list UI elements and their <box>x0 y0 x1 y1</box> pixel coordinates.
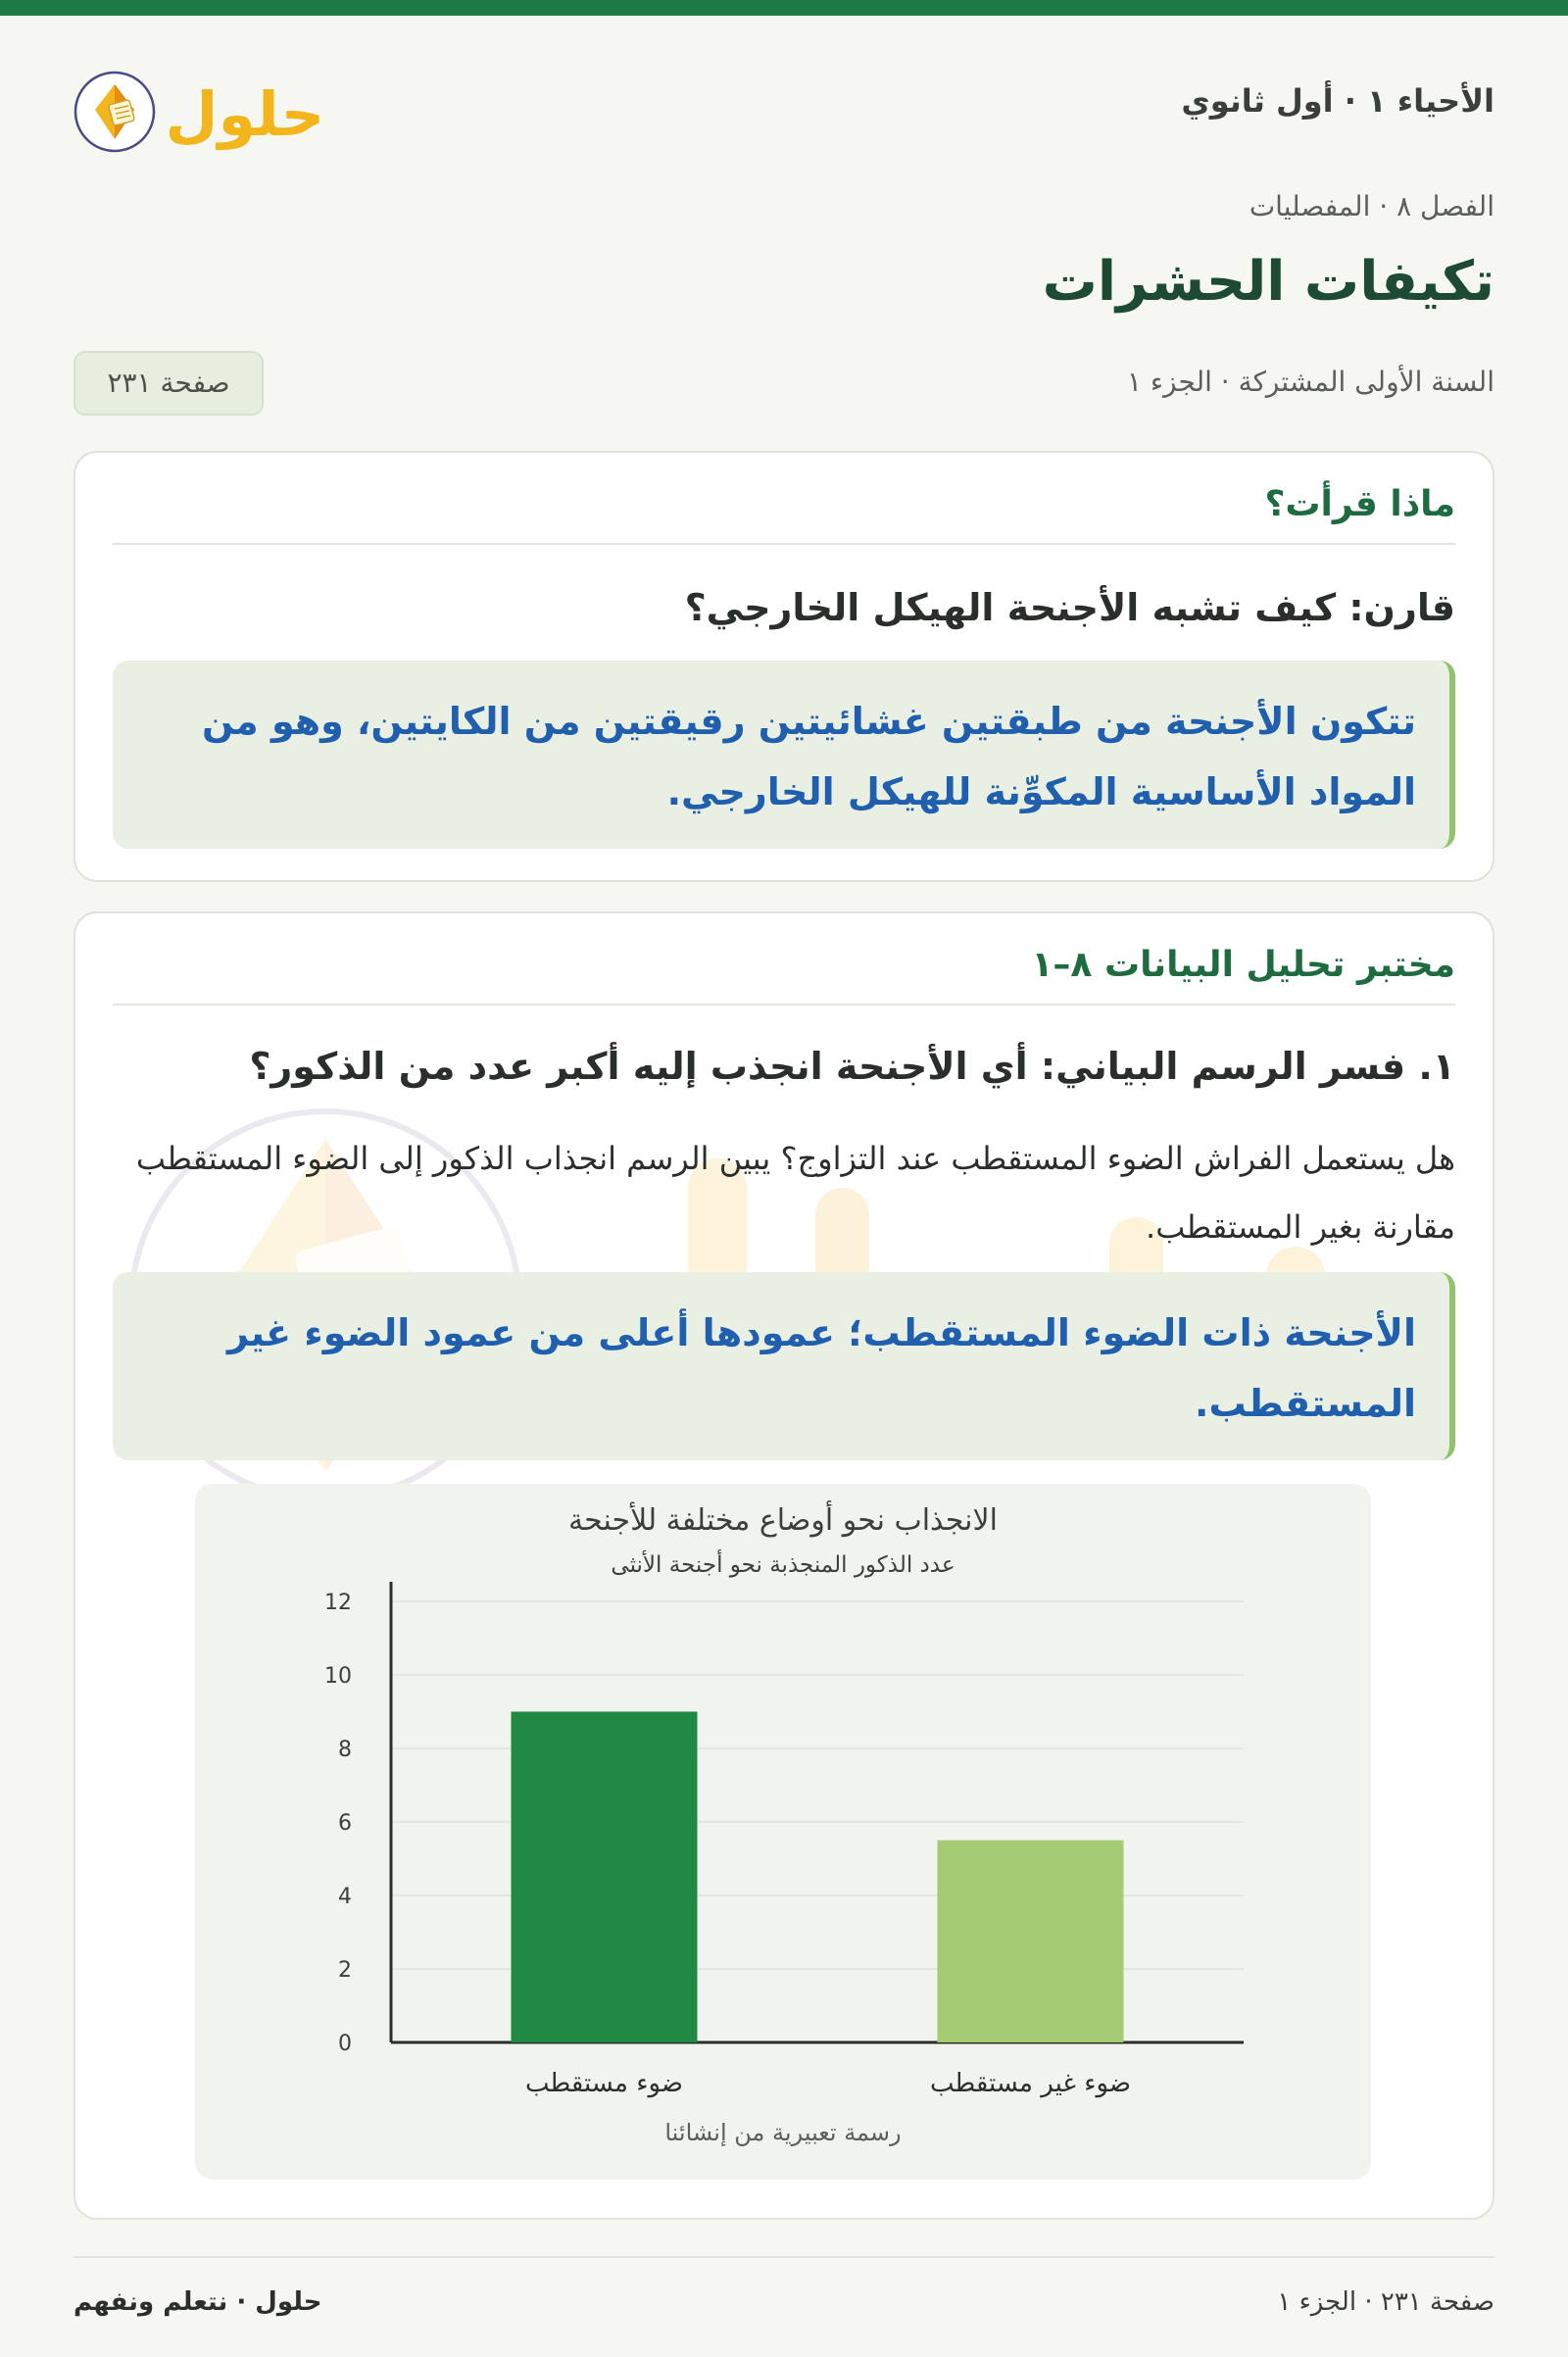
y-tick-label: 6 <box>338 1811 352 1836</box>
question-text: قارن: كيف تشبه الأجنحة الهيكل الخارجي؟ <box>684 586 1455 629</box>
y-tick-label: 12 <box>324 1591 352 1615</box>
subject-label: الأحياء ١ · أول ثانوي <box>1181 82 1494 120</box>
y-tick-label: 10 <box>324 1664 352 1689</box>
question-text: ١. فسر الرسم البياني: أي الأجنحة انجذب إليه أكبر عدد من الذكور؟ <box>249 1045 1455 1088</box>
chapter-label: الفصل ٨ · المفصليات <box>1249 190 1494 222</box>
footer-page: صفحة ٢٣١ · الجزء ١ <box>1277 2287 1494 2317</box>
hulul-logo <box>74 55 328 157</box>
page-title: تكيفات الحشرات <box>1042 250 1494 314</box>
y-tick-label: 4 <box>338 1885 352 1909</box>
y-tick-label: 0 <box>338 2032 352 2056</box>
page-badge: صفحة ٢٣١ <box>74 351 264 416</box>
chart-y-label: عدد الذكور المنجذبة نحو أجنحة الأنثى <box>611 1552 956 1578</box>
description-text: هل يستعمل الفراش الضوء المستقطب عند التزاوج؟ يبين الرسم انجذاب الذكور إلى الضوء المستقطب مقارنة بغير المستقطب. <box>135 1140 1455 1246</box>
bar <box>512 1712 698 2043</box>
chart-title: الانجذاب نحو أوضاع مختلفة للأجنحة <box>568 1503 998 1538</box>
top-accent-bar <box>0 0 1568 16</box>
bar-chart <box>195 1484 1371 2180</box>
x-tick-label: ضوء مستقطب <box>525 2069 683 2098</box>
card-heading: ماذا قرأت؟ <box>113 484 1455 545</box>
x-tick-label: ضوء غير مستقطب <box>929 2069 1132 2098</box>
chart-plot <box>195 1484 1371 2180</box>
page-header <box>74 55 1494 157</box>
bar <box>938 1841 1124 2042</box>
y-tick-label: 2 <box>338 1958 352 1983</box>
course-meta: السنة الأولى المشتركة · الجزء ١ <box>1126 366 1494 398</box>
answer-box: تتكون الأجنحة من طبقتين غشائيتين رقيقتين من الكايتين، وهو من المواد الأساسية المكوِّنة للهيكل الخارجي. <box>113 661 1455 849</box>
data-lab-card <box>74 911 1494 2220</box>
chart-note: رسمة تعبيرية من إنشائنا <box>664 2119 902 2146</box>
logo-text: حلول <box>165 78 325 150</box>
footer-divider <box>74 2256 1494 2258</box>
answer-box: الأجنحة ذات الضوء المستقطب؛ عمودها أعلى من عمود الضوء غير المستقطب. <box>113 1272 1455 1460</box>
y-tick-label: 8 <box>338 1738 352 1762</box>
card-heading: مختبر تحليل البيانات ٨–١ <box>113 945 1455 1006</box>
footer-brand: حلول · نتعلم ونفهم <box>74 2287 322 2317</box>
what-did-you-read-card <box>74 451 1494 882</box>
